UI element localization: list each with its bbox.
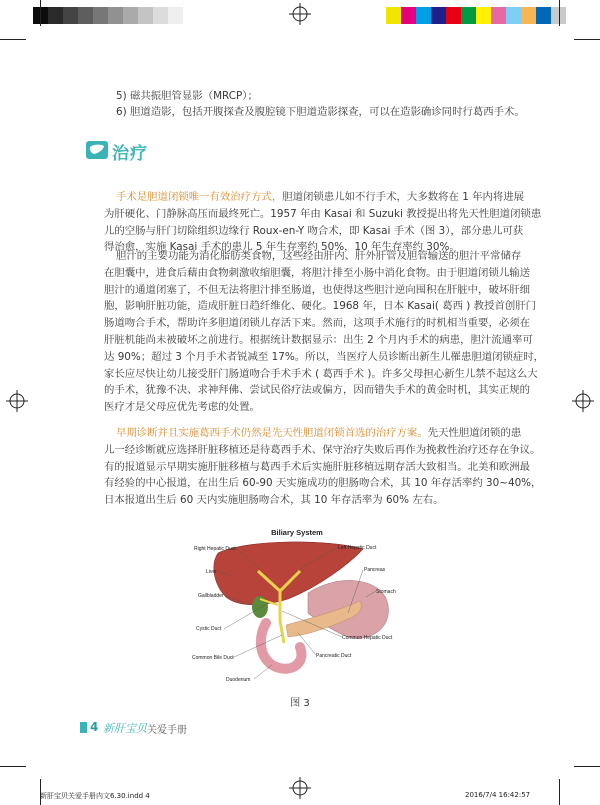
paragraph-text: 肠道吻合手术，帮助许多胆道闭锁儿存活下来。然而，这项手术施行的时机相当重要，必须在 [104,317,531,330]
footer-accent-bar [80,722,87,733]
paragraph-line [104,224,523,238]
grayscale-calibration-bar [33,7,183,24]
paragraph-line [104,383,530,397]
crop-mark [40,0,41,26]
label-pancreatic-duct: Pancreatic Duct [316,653,352,659]
paragraph-text: 家长应尽快让幼儿接受肝门肠道吻合手术手术 ( 葛西手术 )。许多父母担心新生儿禁不起这么大 [104,367,538,380]
paragraph-line [104,400,260,414]
paragraph-line [116,249,521,263]
registration-mark-icon [289,3,311,25]
paragraph-text: 有的报道显示早期实施肝脏移植与葛西手术后实施肝脏移植远期存活大致相当。北美和欧洲最 [104,460,531,473]
paragraph-line [104,493,444,507]
paragraph-text: 胆道闭锁患儿如不行手术，大多数将在 1 年内将进展 [282,191,525,203]
paragraph-text: 先天性胆道闭锁的患 [427,427,522,439]
paragraph-line [104,299,536,313]
paragraph-text: 在胆囊中，进食后藉由食物刺激收缩胆囊，将胆汁排至小肠中消化食物。由于胆道闭锁儿输送 [104,266,531,279]
paragraph-line [104,443,540,457]
paragraph-line [104,350,544,364]
registration-mark-icon [6,390,28,412]
paragraph-line [104,476,541,490]
crop-mark [574,766,600,767]
paragraph-text: 医疗才是父母应优先考虑的处置。 [104,401,260,414]
section-title: 治疗 [112,144,148,164]
paragraph-text: 得治愈，实施 Kasai 手术的患儿 5 年生存率约 50%，10 年生存率约 30%。 [104,241,460,254]
print-slug-timestamp: 2016/7/4 16:42:57 [465,791,531,799]
paragraph-line [104,367,538,381]
figure-caption: 图 3 [290,698,310,709]
label-right-hepatic-duct: Right Hepatic Duct [194,546,236,552]
label-stomach: Stomach [376,589,396,595]
paragraph-line [104,460,530,474]
crop-mark [574,39,600,40]
print-slug-file: 新肝宝贝关爱手册内文6.30.indd 4 [40,792,150,800]
diagram-title: Biliary System [271,528,323,537]
paragraph-text: 的手术，犹豫不决、求神拜佛、尝试民俗疗法或偏方，因而错失手术的黄金时机，其实正规的 [104,384,531,397]
paragraph-line [104,207,541,221]
label-common-bile-duct: Common Bile Duct [192,655,234,661]
paragraph-text: 胞，影响肝脏功能，造成肝脏日趋纤维化、硬化。1968 年，日本 Kasai( 葛西 ) 教授首创肝门 [104,300,537,313]
biliary-system-diagram [188,525,406,687]
paragraph-text: 胆汁的通道闭塞了，不但无法将胆汁排至肠道，也使得这些胆汁逆向囤积在肝脏中，破坏肝细 [104,283,531,296]
crop-mark [0,766,26,767]
paragraph-text: 儿一经诊断就应选择肝脏移植还是待葛西手术、保守治疗失败后再作为挽救性治疗还存在争议。 [104,443,541,456]
liver-icon [86,141,108,159]
paragraph-text: 肝脏机能尚未被破坏之前进行。根据统计数据显示：出生 2 个月内手术的病患，胆汁流通率可 [104,334,533,346]
paragraph-line [116,190,524,204]
registration-mark-icon [289,777,311,799]
label-liver: Liver [206,569,217,575]
paragraph-text: 达 90%；超过 3 个月手术者锐减至 17%。所以，当医疗人员诊断出新生儿罹患胆道闭锁症时， [104,350,545,363]
list-item: 6) 胆道造影，包括开腹探查及腹腔镜下胆道造影探查，可以在造影确诊同时行葛西手术。 [116,106,525,118]
label-pancreas: Pancreas [364,567,386,573]
color-calibration-bar [386,7,566,24]
paragraph-line [116,426,521,440]
paragraph-line [104,283,530,297]
paragraph-text: 日本报道出生后 60 天内实施胆肠吻合术，其 10 年存活率为 60% 左右。 [104,494,444,507]
highlighted-text: 早期诊断并且实施葛西手术仍然是先天性胆道闭锁首选的治疗方案。 [116,427,428,439]
crop-mark [559,779,560,805]
highlighted-text: 手术是胆道闭锁唯一有效治疗方式， [116,191,283,203]
label-gallbladder: Gallbladder [198,593,224,599]
footer-logo: 新肝宝贝 [103,722,147,735]
label-common-hepatic-duct: Common Hepatic Duct [342,635,393,641]
paragraph-line [104,333,533,347]
crop-mark [559,0,560,26]
page-number: 4 [90,720,99,734]
paragraph-line [104,266,530,280]
registration-mark-icon [572,390,594,412]
paragraph-text: 儿的空肠与肝门切除组织边缘行 Roux-en-Y 吻合术，即 Kasai 手术（图 3），部分患儿可获 [104,224,524,237]
label-cystic-duct: Cystic Duct [196,626,222,632]
paragraph-text: 为肝硬化、门静脉高压而最终死亡。1957 年由 Kasai 和 Suzuki 教授提出将先天性胆道闭锁患 [104,207,542,220]
label-left-hepatic-duct: Left Hepatic Duct [338,545,377,551]
paragraph-text: 胆汁的主要功能为消化脂肪类食物，这些经由肝内、肝外肝管及胆管输送的胆汁平常储存 [116,250,522,262]
crop-mark [0,39,26,40]
paragraph-line [104,316,530,330]
paragraph-text: 有经验的中心报道，在出生后 60-90 天实施成功的胆肠吻合术，其 10 年存活率约 30~40%， [104,477,542,490]
footer-title: 关爱手册 [147,725,187,736]
list-item: 5) 磁共振胆管显影（MRCP）； [116,90,258,102]
label-duodenum: Duodenum [226,677,251,683]
